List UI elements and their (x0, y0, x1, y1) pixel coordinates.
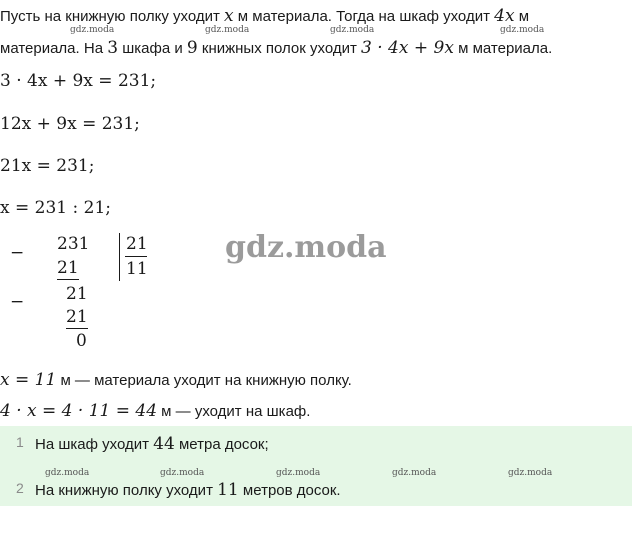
math-expression: 4 · x = 4 · 11 = 44 (0, 401, 158, 421)
text: м материала. (453, 40, 553, 57)
math-expression: 3 · 4x + 9x (361, 38, 454, 58)
minus-sign: − (10, 292, 25, 312)
text: метра досок; (174, 436, 269, 453)
watermark-small: gdz.moda (45, 468, 90, 478)
watermark-small: gdz.moda (500, 25, 545, 35)
text: метров досок. (238, 482, 341, 499)
result-line-1 (0, 370, 352, 391)
math-4x: 4x (494, 6, 515, 26)
text: Пусть на книжную полку уходит (0, 8, 225, 25)
equation-2: 12x + 9x = 231; (0, 114, 140, 134)
watermark-small: gdz.moda (276, 468, 321, 478)
text: м — материала уходит на книжную полку. (56, 372, 352, 389)
intro-line-2 (0, 38, 552, 59)
answer-number: 1 (16, 434, 24, 450)
math-number: 44 (153, 434, 175, 454)
math-expression: x = 11 (0, 370, 57, 390)
division-horizontal-bar (125, 256, 147, 257)
text: На книжную полку уходит (35, 482, 218, 499)
watermark-small: gdz.moda (392, 468, 437, 478)
watermark-small: gdz.moda (330, 25, 375, 35)
division-vertical-bar (119, 233, 120, 281)
subtrahend-1: 21 (57, 258, 79, 278)
text: м — уходит на шкаф. (157, 403, 311, 420)
divisor: 21 (126, 234, 148, 254)
watermark-large: gdz.moda (225, 230, 387, 265)
math-x: x (224, 6, 234, 26)
minus-sign: − (10, 243, 25, 263)
watermark-small: gdz.moda (508, 468, 553, 478)
answers-panel (0, 426, 632, 506)
result-line-2 (0, 401, 310, 422)
text: материала. На (0, 40, 108, 57)
text: м (514, 8, 530, 25)
answer-text (35, 480, 341, 500)
text: книжных полок уходит (197, 40, 362, 57)
text: м материала. Тогда на шкаф уходит (233, 8, 495, 25)
quotient: 11 (126, 259, 148, 279)
math-number: 11 (217, 480, 239, 500)
subtrahend-2: 21 (66, 307, 88, 327)
watermark-small: gdz.moda (160, 468, 205, 478)
equation-3: 21x = 231; (0, 156, 95, 176)
equation-4: x = 231 : 21; (0, 198, 111, 218)
math-9: 9 (186, 38, 198, 58)
answer-number: 2 (16, 480, 24, 496)
intro-line-1 (0, 6, 529, 27)
final-remainder: 0 (76, 331, 87, 351)
watermark-small: gdz.moda (205, 25, 250, 35)
math-3: 3 (107, 38, 119, 58)
watermark-small: gdz.moda (70, 25, 115, 35)
dividend: 231 (57, 234, 90, 254)
remainder-1: 21 (66, 284, 88, 304)
text: шкафа и (118, 40, 187, 57)
equation-1: 3 · 4x + 9x = 231; (0, 71, 157, 91)
text: На шкаф уходит (35, 436, 154, 453)
answer-text (35, 434, 269, 454)
